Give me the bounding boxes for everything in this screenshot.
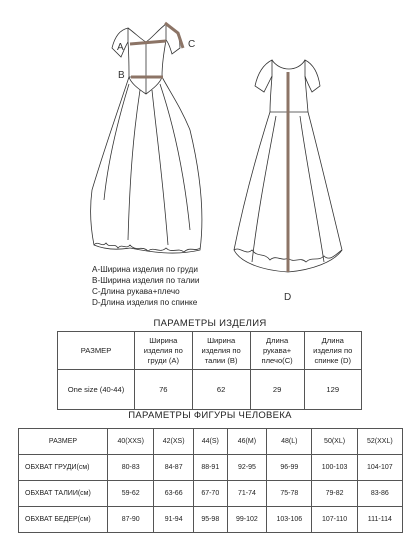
cell: 84-87	[154, 455, 194, 481]
row-label: ОБХВАТ БЕДЕР(см)	[19, 507, 108, 533]
figure-params-title: ПАРАМЕТРЫ ФИГУРЫ ЧЕЛОВЕКА	[128, 410, 292, 421]
cell: 99-102	[227, 507, 267, 533]
marker-b: B	[118, 70, 125, 81]
header-50: 50(XL)	[312, 429, 357, 455]
cell-bust: 76	[135, 370, 193, 410]
header-44: 44(S)	[193, 429, 227, 455]
cell: 92-95	[227, 455, 267, 481]
header-size: РАЗМЕР	[19, 429, 108, 455]
cell: 83-86	[357, 481, 402, 507]
cell: 91-94	[154, 507, 194, 533]
front-view-dress	[91, 24, 202, 253]
legend-b: B-Ширина изделия по талии	[92, 276, 200, 285]
cell: 63-66	[154, 481, 194, 507]
marker-a: A	[117, 42, 124, 53]
cell: 79-82	[312, 481, 357, 507]
header-52: 52(XXL)	[357, 429, 402, 455]
product-params-row	[58, 370, 362, 410]
header-sleeve: Длина рукава+ плечо(C)	[250, 332, 304, 370]
figure-params-table	[18, 428, 403, 533]
header-42: 42(XS)	[154, 429, 194, 455]
cell: 104-107	[357, 455, 402, 481]
figure-row-waist	[19, 481, 403, 507]
cell: 87-90	[108, 507, 154, 533]
header-size: РАЗМЕР	[58, 332, 135, 370]
header-waist: Ширина изделия по талии (B)	[192, 332, 250, 370]
cell: 67-70	[193, 481, 227, 507]
marker-d: D	[284, 292, 292, 303]
header-length: Длина изделия по спинке (D)	[304, 332, 361, 370]
cell: 88-91	[193, 455, 227, 481]
row-label: ОБХВАТ ГРУДИ(см)	[19, 455, 108, 481]
legend-c: C-Длина рукава+плечо	[92, 287, 180, 296]
marker-c: C	[188, 39, 196, 50]
legend-a: A-Ширина изделия по груди	[92, 265, 198, 274]
figure-params-header-row	[19, 429, 403, 455]
cell: 107-110	[312, 507, 357, 533]
header-40: 40(XXS)	[108, 429, 154, 455]
front-measure-lines	[130, 23, 183, 77]
header-48: 48(L)	[267, 429, 312, 455]
product-params-header-row	[58, 332, 362, 370]
figure-row-hips	[19, 507, 403, 533]
measurement-legend	[92, 264, 199, 308]
cell: 59-62	[108, 481, 154, 507]
cell-sleeve: 29	[250, 370, 304, 410]
header-bust: Ширина изделия по груди (A)	[135, 332, 193, 370]
product-params-table	[57, 331, 362, 410]
cell-size: One size (40-44)	[58, 370, 135, 410]
cell: 71-74	[227, 481, 267, 507]
cell: 75-78	[267, 481, 312, 507]
cell: 111-114	[357, 507, 402, 533]
cell-waist: 62	[192, 370, 250, 410]
legend-d: D-Длина изделия по спинке	[92, 298, 198, 307]
cell: 100-103	[312, 455, 357, 481]
sleeve-length-line	[165, 23, 183, 48]
cell: 96-99	[267, 455, 312, 481]
bust-width-line	[130, 41, 166, 44]
cell: 80-83	[108, 455, 154, 481]
cell-length: 129	[304, 370, 361, 410]
header-46: 46(M)	[227, 429, 267, 455]
product-params-title: ПАРАМЕТРЫ ИЗДЕЛИЯ	[153, 318, 267, 329]
cell: 95-98	[193, 507, 227, 533]
cell: 103-106	[267, 507, 312, 533]
figure-row-bust	[19, 455, 403, 481]
row-label: ОБХВАТ ТАЛИИ(см)	[19, 481, 108, 507]
